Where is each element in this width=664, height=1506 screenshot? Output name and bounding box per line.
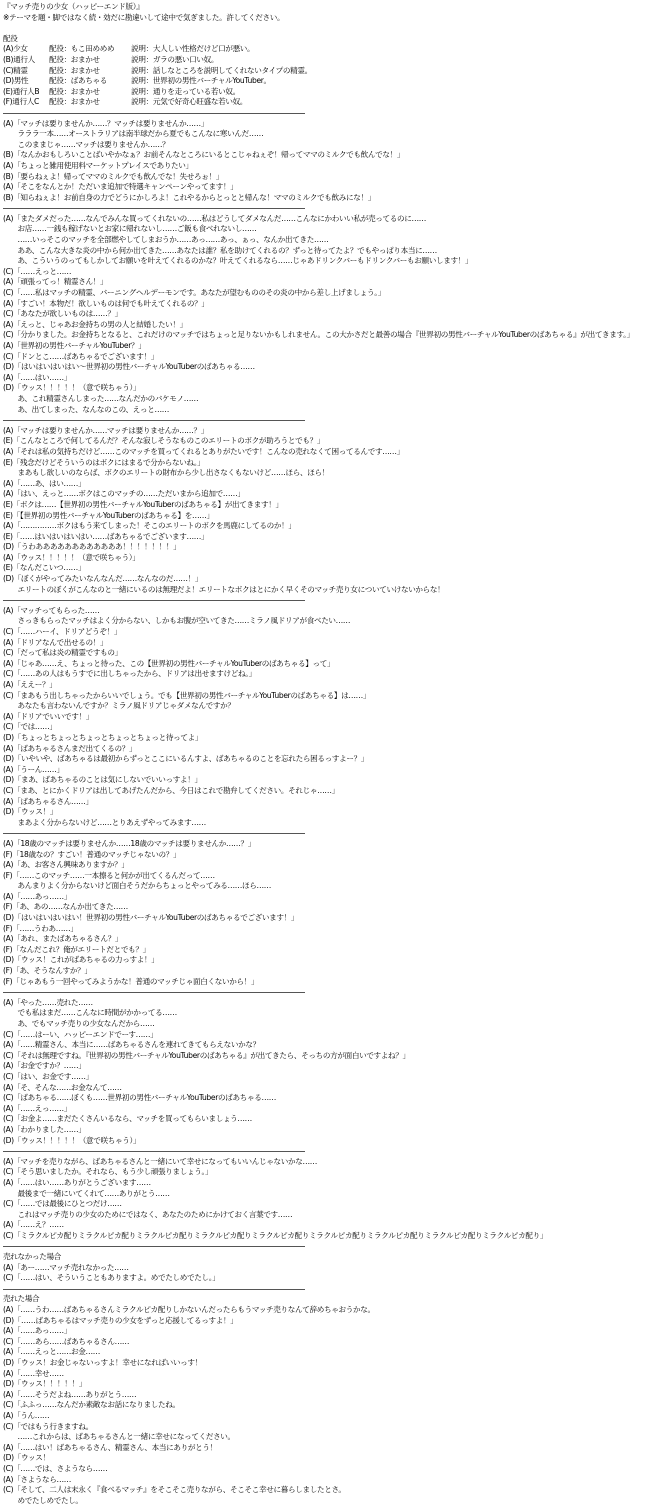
dialogue-line: (A)「じゃあ……え、ちょっと待った、この【世界初の男性バーチャルYouTuberのばあちゃる】って」 bbox=[3, 658, 335, 668]
script-section bbox=[3, 606, 661, 828]
dialogue-line: (A)「……そうだよね……ありがとう…… bbox=[3, 1389, 137, 1399]
dialogue-line: あ、こういうのってもしかしてお願いを叶えてくれるのかな？叶えてくれるなら……じゃあドリンクバーもドリンクバーもお願いします！」 bbox=[3, 256, 473, 266]
dialogue-line: (C)「そして、二人は末永く『食べるマッチ』をそこそこ売りながら、そこそこ幸せに暮らしましたとさ。 bbox=[3, 1485, 346, 1495]
dialogue-line: (A)「頑張ってっ！精霊さん！」 bbox=[3, 277, 108, 287]
section-divider bbox=[3, 108, 661, 119]
document-title: 『マッチ売りの少女（ハッピーエンド版）』 bbox=[3, 2, 144, 11]
script-sections bbox=[3, 108, 661, 1506]
script-section bbox=[3, 1294, 661, 1506]
script-section bbox=[3, 119, 661, 204]
dialogue-line: (D)「いやいや、ばあちゃるは最初からずっとここにいるんすよ、ばあちゃるのことを忘れたら困るっすよー？」 bbox=[3, 754, 369, 764]
dialogue-line: (E)「なんだこいつ……」 bbox=[3, 563, 86, 573]
dialogue-line: (A)「……はい！ばあちゃるさん、精霊さん、本当にありがとう！ bbox=[3, 1442, 217, 1452]
dialogue-line: (C)「ばあちゃる……ぼくも……世界初の男性バーチャルYouTuberのばあちゃる…… bbox=[3, 1093, 276, 1103]
dialogue-line: (A)「……はい……」 bbox=[3, 372, 72, 382]
dialogue-line: (F)「じゃあもう一回やってみようかな！普通のマッチじゃ面白くないから！」 bbox=[3, 976, 259, 986]
dialogue-line: (A)「……うわ……ばあちゃるさんミラクルピカ配りしかないんだったらもうマッチ売りなんて辞めちゃおうかな。 bbox=[3, 1305, 375, 1315]
dialogue-line: 売れなかった場合 bbox=[3, 1252, 61, 1262]
dialogue-line: (A)「あれ、またばあちゃるさん？」 bbox=[3, 934, 123, 944]
dialogue-line: (E)「こんなところで何してるんだ？そんな寂しそうなものこのエリートのボクが助ろうとでも？」 bbox=[3, 436, 325, 446]
dialogue-line: (C)「ではもう行きますね。 bbox=[3, 1421, 93, 1431]
dialogue-line: (C)「はい、お金です……」 bbox=[3, 1071, 93, 1081]
dialogue-line: (C)「ミラクルピカ配りミラクルピカ配りミラクルピカ配りミラクルピカ配りミラクルピカ配りミラクルピカ配りミラクルピカ配りミラクルピカ配りミラクルピカ配り」 bbox=[3, 1230, 548, 1240]
dialogue-line: (C)「では……」 bbox=[3, 722, 57, 732]
dialogue-line: (A)「マッチってもらった…… bbox=[3, 605, 100, 615]
dialogue-line: (A)「ばあちゃるさんまだ出てくるの？」 bbox=[3, 743, 137, 753]
dialogue-line: あ、これ精霊さんしまった……なんだかのバケモノ…… bbox=[3, 393, 199, 403]
dialogue-line: (A)「……あ、はい……」 bbox=[3, 478, 86, 488]
cast-description: 説明：話しなところを説明してくれないタイプの精霊。 bbox=[131, 65, 312, 75]
script-section bbox=[3, 1157, 661, 1242]
dialogue-line: (D)「はいはいはいはい！世界初の男性バーチャルYouTuberのばあちゃるでございます！」 bbox=[3, 913, 299, 923]
cast-description: 説明：ガラの悪い口い奴。 bbox=[131, 54, 219, 64]
dialogue-line: (F)「なんだこれ？俺がエリートだとでも？」 bbox=[3, 944, 150, 954]
dialogue-line: (F)「……このマッチ……一本擦ると何かが出てくるんだって…… bbox=[3, 870, 215, 880]
dialogue-line: (A)「……精霊さん、本当に……ばあちゃるさんを連れてきてもらえないかな？ bbox=[3, 1040, 260, 1050]
dialogue-line: (C)「まあもう出しちゃったからいいでしょう。でも【世界初の男性バーチャルYouTuberのばあちゃる】は……」 bbox=[3, 690, 371, 700]
dialogue-line: (C)「お金よ……まだたくさんいるなら、マッチを買ってもらいましょう…… bbox=[3, 1114, 252, 1124]
dialogue-line: (E)「……はいはいはいはい……ばあちゃるでございます……」 bbox=[3, 531, 209, 541]
dialogue-line: (A)「マッチを売りながら、ばあちゃるさんと一緒にいて幸せになってもいいんじゃないかな…… bbox=[3, 1156, 317, 1166]
dialogue-line: (C)「そう思いましたか。それなら、もう少し頑張りましょう。」 bbox=[3, 1167, 213, 1177]
cast-actor: 配役：おまかせ bbox=[49, 54, 100, 64]
dialogue-line: (A)「さようなら…… bbox=[3, 1474, 72, 1484]
dialogue-line: (C)「……えっと…… bbox=[3, 266, 72, 276]
dialogue-line: これはマッチ売りの少女のためにではなく、あなたのためにかけておく言葉です…… bbox=[3, 1209, 293, 1219]
dialogue-line: 最後まで一緒にいてくれて……ありがとう…… bbox=[3, 1188, 170, 1198]
dialogue-line: (A)「うーん……」 bbox=[3, 764, 64, 774]
cast-description: 説明：世界初の男性バーチャルYouTuber。 bbox=[131, 76, 271, 86]
dialogue-line: (A)「ドリアでいいです！」 bbox=[3, 711, 93, 721]
dialogue-line: (C)「ドンとこ……ばあちゃるでございます！」 bbox=[3, 351, 158, 361]
dialogue-line: (C)「あなたが欲しいものは……？」 bbox=[3, 309, 122, 319]
dialogue-line: (D)「ウッス！！！！！（意で咲ちゃう）」 bbox=[3, 383, 141, 393]
cast-actor: 配役：おまかせ bbox=[49, 65, 100, 75]
cast-description: 説明：通りを走っている若い奴。 bbox=[131, 86, 240, 96]
dialogue-line: (A)「ちょっと雑用使用料マーケットプレイスでありたい」 bbox=[3, 160, 193, 170]
dialogue-line: (A)「わかりました……」 bbox=[3, 1124, 86, 1134]
dialogue-line: でも私はまだ……こんなに時間がかかってる…… bbox=[3, 1008, 177, 1018]
dialogue-line: (C)「……私はマッチの精霊、バーニングヘルデーモンです。あなたが望むもののその炎の中から差し上げましょう。」 bbox=[3, 288, 385, 298]
dialogue-line: (D)「ウッス！！！！！（意で咲ちゃう）」 bbox=[3, 1135, 141, 1145]
dialogue-line: (A)「あ、お客さん興味ありますか？」 bbox=[3, 860, 129, 870]
cast-actor: 配役：ばあちゃる bbox=[49, 76, 108, 86]
cast-actor: 配役：もこ田めめめ bbox=[49, 44, 115, 54]
dialogue-line: お店……一銭も稼げないとお家に帰れないし……ご飯も食べれないし…… bbox=[3, 224, 257, 234]
dialogue-line: (E)「残念だけどそういうのはボクにはまるで分からないね。」 bbox=[3, 457, 205, 467]
dialogue-line: (B)「なんかおもしろいことばいやかなぁ？お前そんなところにいるとこじゃねぇぞ！帰ってママのミルクでも飲んでな！」 bbox=[3, 150, 405, 160]
dialogue-line: (A)「……えっ……」 bbox=[3, 1103, 72, 1113]
cast-actor: 配役：おまかせ bbox=[49, 97, 100, 107]
section-divider bbox=[3, 1146, 661, 1157]
dialogue-line: (A)「マッチは要りませんか……マッチは要りませんか……？」 bbox=[3, 425, 209, 435]
cast-description: 説明：元気で好奇心旺盛な若い奴。 bbox=[131, 97, 248, 107]
cast-character: (E)通行人B bbox=[3, 86, 40, 96]
cast-row bbox=[3, 66, 661, 77]
dialogue-line: (A)「……あっ……」 bbox=[3, 891, 71, 901]
cast-row bbox=[3, 44, 661, 55]
dialogue-line: (D)「ウッス！ bbox=[3, 1453, 50, 1463]
cast-rows bbox=[3, 44, 661, 108]
script-section bbox=[3, 998, 661, 1146]
dialogue-line: (D)「ぼくがやってみたいなんなんだ……なんなのだ……！」 bbox=[3, 574, 203, 584]
dialogue-line: (C)「分かりました。お金持ちとなると、これだけのマッチではちょっと足りないかもしれません。この大かさだと最善の場合『世界初の男性バーチャルYouTuberのばあちゃる』が出てきます。」 bbox=[3, 330, 634, 340]
dialogue-line: (A)「えっと、じゃあお金持ちの男の人と結婚したい！」 bbox=[3, 319, 187, 329]
dialogue-line: (C)「……あら……ばあちゃるさん…… bbox=[3, 1336, 130, 1346]
dialogue-line: (B)「要らねぇよ！帰ってママのミルクでも飲んでな！失せろぉ！」 bbox=[3, 171, 223, 181]
dialogue-line: (A)「……幸せ…… bbox=[3, 1368, 64, 1378]
section-divider bbox=[3, 828, 661, 839]
dialogue-line: (A)「お金ですか？……」 bbox=[3, 1061, 86, 1071]
dialogue-line: (B)「知らねぇよ！お前自身の力でどうにかしろよ！これやるからとっとと帰んな！ママのミルクでも飲みにな！」 bbox=[3, 192, 375, 202]
dialogue-line: ……これからは、ばあちゃるさんと一緒に幸せになってください。 bbox=[3, 1432, 235, 1442]
dialogue-line: あ、出てしまった、なんなのこの、えっと…… bbox=[3, 404, 169, 414]
dialogue-line: (D)「ウッス！！！！！」 bbox=[3, 1379, 87, 1389]
dialogue-line: (C)「……ハーイ、ドリアどうぞ！」 bbox=[3, 627, 122, 637]
script-section bbox=[3, 839, 661, 987]
dialogue-line: あ、でもマッチ売りの少女なんだから…… bbox=[3, 1019, 155, 1028]
document bbox=[3, 2, 661, 1506]
dialogue-line: (C)「それは無理ですね。『世界初の男性バーチャルYouTuberのばあちゃる』が出てきたら、そっちの方が面白いですよね？」 bbox=[3, 1050, 410, 1060]
dialogue-line: あんまりよく分からないけど面白そうだからちょっとやってみる……ほら…… bbox=[3, 881, 272, 891]
cast-description: 説明：大人しい性格だけど口が悪い。 bbox=[131, 44, 255, 54]
dialogue-line: (F)「……うわあ……」 bbox=[3, 923, 78, 933]
dialogue-line: (A)「はい、えっと……ボクはこのマッチの……ただいまから追加で……」 bbox=[3, 489, 245, 499]
dialogue-line: (E)「ボクは……【世界初の男性バーチャルYouTuberのばあちゃる】が出てきます！」 bbox=[3, 499, 283, 509]
dialogue-line: めでたしめでたし。 bbox=[3, 1495, 83, 1505]
cast-actor: 配役：おまかせ bbox=[49, 86, 100, 96]
spacer bbox=[3, 23, 661, 34]
script-section bbox=[3, 426, 661, 596]
dialogue-line: (A)「ウッス！！！！！（意で咲ちゃう）」 bbox=[3, 552, 140, 562]
dialogue-line: ああ、こんな大きな炎の中から何か出てきた……あなたは誰？私を助けてくれるの？ずっと待ってたよ？でもやっぱり本当に…… bbox=[3, 245, 437, 255]
dialogue-line: (C)「……はい、そういうこともありますよ。めでたしめでたし。」 bbox=[3, 1273, 220, 1283]
dialogue-line: まあもし欲しいのならば、ボクのエリートの財布から少し出さなくもないけど……ほら、ほら！ bbox=[3, 468, 329, 478]
cast-row bbox=[3, 97, 661, 108]
dialogue-line: (C)「……では最後にひとつだけ…… bbox=[3, 1199, 122, 1209]
dialogue-line: (D)「ウッス！これがばあちゃるの力っすよ！」 bbox=[3, 955, 159, 965]
dialogue-line: (A)「ドリアなんで出せるの！」 bbox=[3, 637, 108, 647]
dialogue-line: (A)「マッチは要りませんか……？マッチは要りませんか……」 bbox=[3, 118, 209, 128]
dialogue-line: (A)「すごい！本物だ！欲しいものは何でも叶えてくれるの？」 bbox=[3, 298, 209, 308]
dialogue-line: (C)「まあ、とにかくドリアは出してあげたんだから、今日はこれで勘弁してください。それじゃ……」 bbox=[3, 785, 339, 795]
section-divider bbox=[3, 1284, 661, 1295]
dialogue-line: (A)「18歳のマッチは要りませんか……18歳のマッチは要りませんか……？」 bbox=[3, 838, 255, 848]
dialogue-line: (D)「はいはいはいはい～世界初の男性バーチャルYouTuberのばあちゃる…… bbox=[3, 362, 255, 372]
dialogue-line: (A)「……はい……ありがとうございます…… bbox=[3, 1177, 151, 1187]
dialogue-line: このままじゃ……マッチは要りませんか……？ bbox=[3, 139, 170, 149]
cast-list bbox=[3, 34, 661, 108]
dialogue-line: (A)「またダメだった……なんでみんな買ってくれないの……私はどうしてダメなんだ……こんなにかわいい私が売ってるのに…… bbox=[3, 213, 426, 223]
cast-character: (C)精霊 bbox=[3, 65, 28, 75]
section-divider bbox=[3, 1241, 661, 1252]
dialogue-line: (A)「……えっと……お金…… bbox=[3, 1347, 100, 1357]
dialogue-line: (D)「ウッス！」 bbox=[3, 807, 58, 817]
cast-row bbox=[3, 87, 661, 98]
cast-row bbox=[3, 76, 661, 87]
notice: ※テーマを題・脚ではなく続・効だに勘違いして途中で気ぎました。許してください。 bbox=[3, 12, 285, 22]
dialogue-line: (A)「……………ボクはもう来てしまった！そこのエリートのボクを馬鹿にしてるのか！」 bbox=[3, 521, 296, 531]
dialogue-line: (A)「世界初の男性バーチャルYouTuber？」 bbox=[3, 341, 146, 350]
dialogue-line: (A)「そ、そんな……お金なんて…… bbox=[3, 1082, 122, 1092]
dialogue-line: (A)「あー……マッチ売れなかった…… bbox=[3, 1262, 129, 1272]
cast-character: (F)通行人C bbox=[3, 97, 39, 107]
dialogue-line: エリートのぼくがこんなのと一緒にいるのは無理だよ！エリートなボクはとにかく早くそのマッチ売り女についていけないからな！ bbox=[3, 584, 445, 594]
dialogue-line: (D)「まあ、ばあちゃるのことは気にしないでいいっすよ！」 bbox=[3, 775, 202, 785]
cast-row bbox=[3, 55, 661, 66]
cast-character: (D)男性 bbox=[3, 76, 29, 86]
dialogue-line: まあよく分からないけど……とりあえずやってみます…… bbox=[3, 817, 206, 827]
dialogue-line: (E)「【世界初の男性バーチャルYouTuberのばあちゃる】を……」 bbox=[3, 510, 214, 520]
dialogue-line: (C)「だって私は炎の精霊ですもの」 bbox=[3, 648, 122, 658]
cast-heading: 配役 bbox=[3, 33, 18, 43]
dialogue-line: (C)「……あの人はもうすでに出しちゃったから、ドリアは出せますけどね。」 bbox=[3, 669, 256, 679]
dialogue-line: 売れた場合 bbox=[3, 1294, 40, 1304]
dialogue-line: ……いっそこのマッチを全部燃やしてしまおうか……あっ……あっ、ぁっ、なんか出てきた…… bbox=[3, 235, 329, 245]
cast-character: (B)通行人 bbox=[3, 54, 35, 64]
dialogue-line: (C)「ふふっ……なんだか素敵なお話になりましたね。 bbox=[3, 1400, 180, 1410]
dialogue-line: (A)「うん…… bbox=[3, 1410, 50, 1420]
dialogue-line: (A)「そこをなんとか！ただいま追加で特選キャンペーンやってます！」 bbox=[3, 182, 238, 192]
dialogue-line: ラララ一本……オーストラリアは南半球だから夏でもこんなに寒いんだ…… bbox=[3, 129, 264, 139]
dialogue-line: (D)「……ばあちゃるはマッチ売りの少女をずっと応援してるっすよ！」 bbox=[3, 1315, 238, 1325]
dialogue-line: (F)「あ、そうなんすか？」 bbox=[3, 966, 92, 976]
script-section bbox=[3, 214, 661, 415]
dialogue-line: (A)「ええー？」 bbox=[3, 680, 57, 689]
dialogue-line: (C)「……はーい、ハッピーエンドでーす……」 bbox=[3, 1029, 158, 1039]
dialogue-line: (F)「18歳なの？すごい！普通のマッチじゃないの？」 bbox=[3, 849, 181, 859]
cast-character: (A)少女 bbox=[3, 44, 28, 54]
dialogue-line: (A)「……え？…… bbox=[3, 1220, 64, 1230]
section-divider bbox=[3, 987, 661, 998]
script-section bbox=[3, 1252, 661, 1284]
dialogue-line: (A)「……あっ……」 bbox=[3, 1326, 71, 1336]
dialogue-line: (C)「……では、さようなら…… bbox=[3, 1463, 108, 1473]
dialogue-line: (D)「ウッス！お金じゃないっすよ！幸せになればいいっす！ bbox=[3, 1358, 202, 1367]
dialogue-line: (D)「ちょっとちょっとちょっとちょっとちょっと待ってよ」 bbox=[3, 732, 203, 742]
dialogue-line: (A)「それは私の気持ちだけど……このマッチを買ってくれるとありがたいです！こんなの売れなくて困ってるんです……」 bbox=[3, 446, 404, 456]
dialogue-line: (A)「ばあちゃるさん……」 bbox=[3, 796, 93, 806]
dialogue-line: あなたも言わないんですか？ミラノ風ドリアじゃダメなんですか？ bbox=[3, 701, 235, 711]
dialogue-line: (A)「やった……売れた…… bbox=[3, 997, 93, 1007]
dialogue-line: さっきもらったマッチはよく分からない、しかもお腹が空いてきた……ミラノ風ドリアが食べたい…… bbox=[3, 616, 351, 626]
section-divider bbox=[3, 415, 661, 426]
dialogue-line: (F)「あ、あの……なんか出てきた…… bbox=[3, 902, 128, 912]
section-divider bbox=[3, 595, 661, 606]
section-divider bbox=[3, 203, 661, 214]
dialogue-line: (D)「うわああああああああああああ！！！！！！！」 bbox=[3, 542, 181, 552]
